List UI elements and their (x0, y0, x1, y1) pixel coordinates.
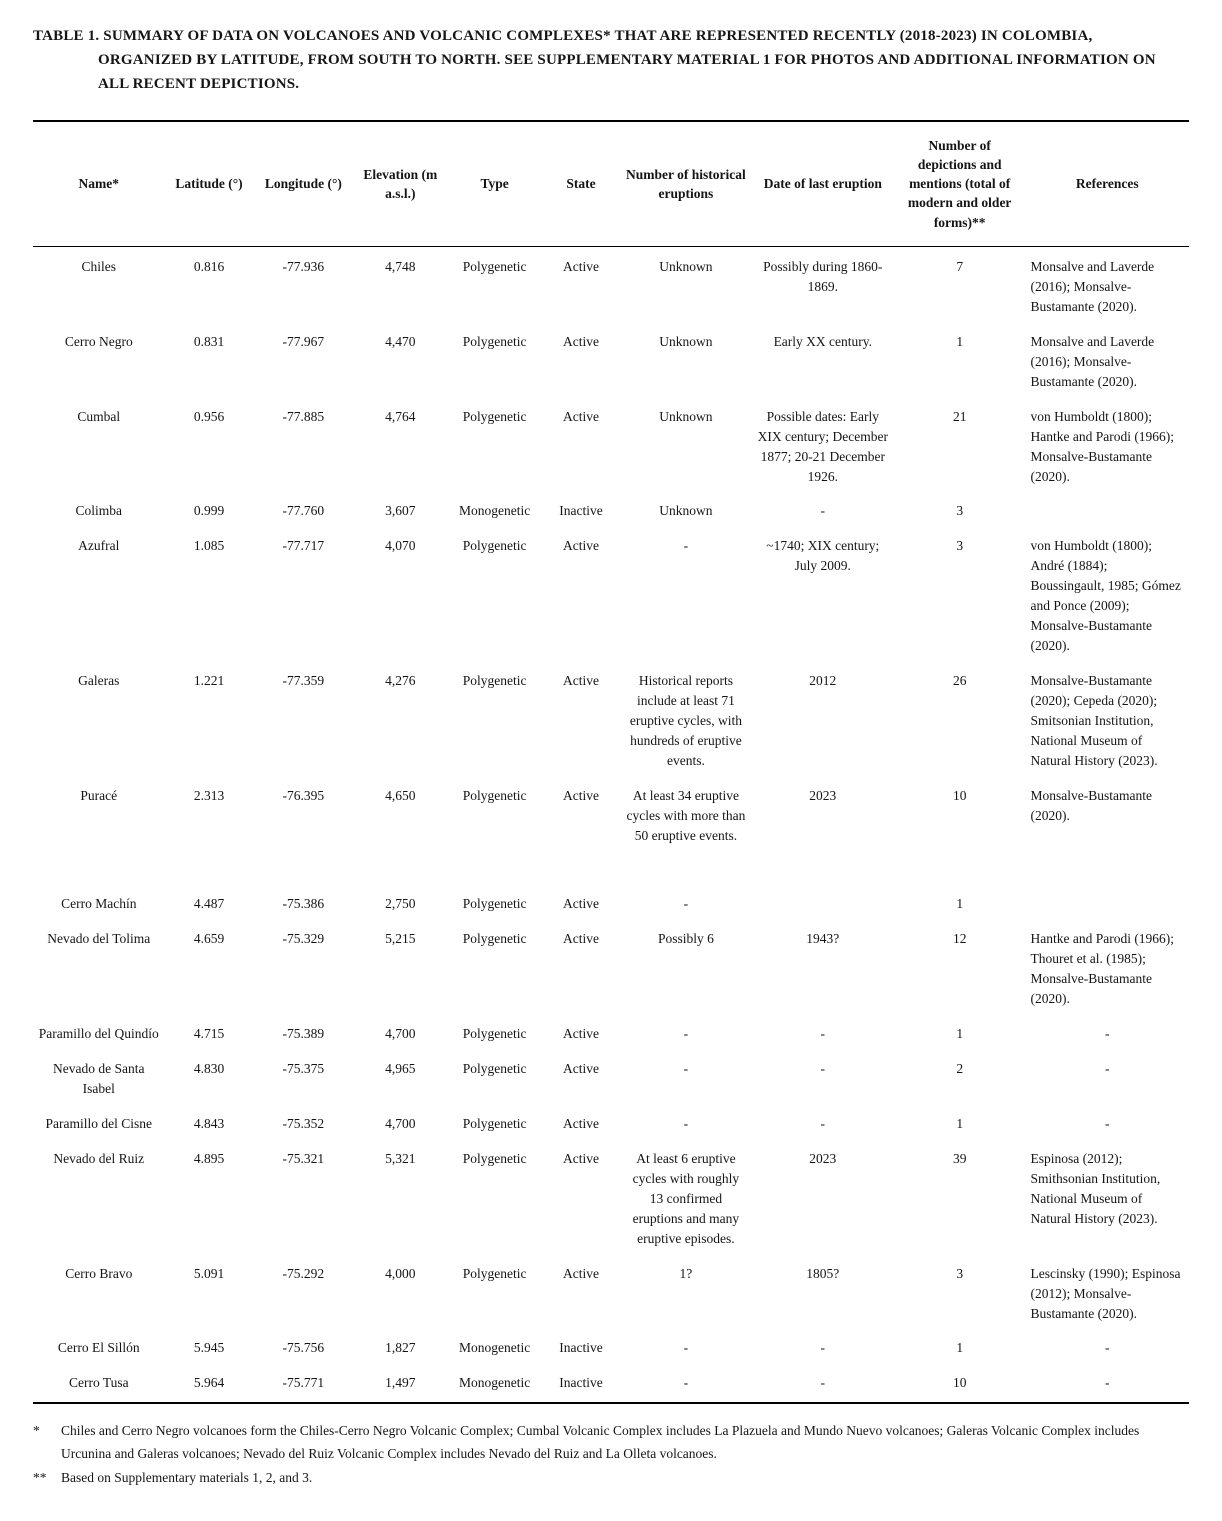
cell-elev: 1,827 (385, 1340, 416, 1356)
cell-lon: -77.717 (282, 538, 325, 554)
footnotes (33, 1420, 1189, 1489)
cell-state: Inactive (559, 503, 603, 519)
cell-references: - (1104, 1115, 1110, 1131)
cell-lon: -75.386 (282, 896, 325, 911)
cell-depictions: 1 (956, 1340, 964, 1356)
table-row (33, 326, 1189, 401)
cell-lon: -76.395 (282, 788, 325, 804)
cell-references: - (1104, 1340, 1110, 1356)
cell-lon: -75.352 (282, 1115, 325, 1131)
cell-type: Polygenetic (462, 1265, 527, 1281)
cell-elev: 4,070 (385, 538, 416, 554)
cell-name: Cerro Bravo (65, 1265, 133, 1281)
cell-state: Active (562, 896, 599, 911)
cell-elev: 4,650 (385, 788, 416, 804)
cell-state: Inactive (559, 1375, 603, 1391)
cell-lon: -77.359 (282, 673, 325, 689)
cell-last_eruption (752, 888, 894, 923)
column-header-references: References (1075, 176, 1139, 192)
cell-depictions: 12 (952, 930, 967, 946)
cell-elev: 5,321 (385, 1150, 416, 1166)
cell-references (1025, 888, 1189, 923)
cell-lat: 2.313 (193, 788, 225, 804)
cell-elev: 3,607 (385, 503, 416, 519)
cell-depictions: 10 (952, 1375, 967, 1391)
cell-type: Polygenetic (462, 333, 527, 349)
cell-depictions: 1 (956, 333, 964, 349)
cell-references: Monsalve and Laverde (2016); Monsalve-Bustamante (2020). (1030, 258, 1155, 314)
cell-lon: -75.329 (282, 930, 325, 946)
cell-elev: 2,750 (385, 896, 416, 911)
cell-type: Monogenetic (459, 503, 531, 519)
cell-references: Espinosa (2012); Smithsonian Institution, National Museum of Natural History (2023). (1030, 1150, 1161, 1226)
table-row (33, 923, 1189, 1018)
column-header-type: Type (480, 176, 509, 192)
table-header (33, 121, 1189, 246)
table-row (33, 888, 1189, 923)
cell-elev: 1,497 (385, 1375, 416, 1391)
cell-name: Colimba (75, 503, 123, 519)
cell-depictions: 3 (956, 538, 964, 554)
cell-state: Active (562, 930, 599, 946)
cell-depictions: 1 (956, 1025, 964, 1041)
cell-lon: -77.885 (282, 408, 325, 424)
cell-elev: 4,748 (385, 258, 416, 274)
cell-type: Polygenetic (462, 1025, 527, 1041)
volcano-table (33, 120, 1189, 1404)
cell-eruptions: Unknown (659, 408, 713, 424)
cell-eruptions: 1? (679, 1265, 693, 1281)
cell-state: Active (562, 1025, 599, 1041)
cell-elev: 4,000 (385, 1265, 416, 1281)
cell-type: Polygenetic (462, 408, 527, 424)
footnote-supplementary (33, 1467, 1189, 1489)
column-header-elev: Elevation (m a.s.l.) (363, 166, 438, 201)
cell-type: Monogenetic (459, 1375, 531, 1391)
cell-references (1025, 495, 1189, 530)
cell-lon: -75.771 (282, 1375, 325, 1391)
table-row (33, 530, 1189, 665)
cell-references: - (1104, 1025, 1110, 1041)
cell-lon: -75.375 (282, 1060, 325, 1076)
cell-name: Paramillo del Quindío (38, 1025, 159, 1041)
cell-last_eruption: 2023 (809, 1150, 837, 1166)
cell-state: Active (562, 1115, 599, 1131)
cell-depictions: 7 (956, 258, 964, 274)
cell-type: Polygenetic (462, 673, 527, 689)
cell-eruptions: - (683, 1115, 689, 1131)
cell-references: Hantke and Parodi (1966); Thouret et al. (1985); Monsalve-Bustamante (2020). (1030, 930, 1175, 1006)
cell-type: Polygenetic (462, 1115, 527, 1131)
cell-last_eruption: 2012 (809, 673, 837, 689)
cell-eruptions: - (683, 1340, 689, 1356)
cell-lat: 5.945 (193, 1340, 225, 1356)
cell-depictions: 3 (956, 503, 964, 519)
cell-type: Polygenetic (462, 538, 527, 554)
cell-eruptions: - (683, 1025, 689, 1041)
column-header-depictions: Number of depictions and mentions (total of modern and older forms)** (907, 138, 1012, 230)
cell-references: - (1104, 1060, 1110, 1076)
cell-last_eruption: - (820, 1025, 826, 1041)
cell-lon: -77.967 (282, 333, 325, 349)
cell-lat: 5.964 (193, 1375, 225, 1391)
cell-references: von Humboldt (1800); Hantke and Parodi (1966); Monsalve-Bustamante (2020). (1030, 408, 1175, 484)
cell-lat: 4.830 (193, 1060, 225, 1076)
cell-eruptions: - (683, 1375, 689, 1391)
table-row (33, 1053, 1189, 1108)
table-row (33, 1108, 1189, 1143)
cell-state: Active (562, 673, 599, 689)
cell-name: Chiles (81, 258, 117, 274)
table-row (33, 1143, 1189, 1258)
cell-lon: -75.292 (282, 1265, 325, 1281)
cell-lat: 4.843 (193, 1115, 225, 1131)
cell-name: Nevado de Santa Isabel (53, 1060, 145, 1096)
cell-lat: 0.956 (193, 408, 225, 424)
cell-references: Monsalve-Bustamante (2020); Cepeda (2020); Smitsonian Institution, National Museum of Natural History (2023). (1030, 673, 1158, 769)
cell-lat: 5.091 (193, 1265, 225, 1281)
cell-state: Active (562, 1265, 599, 1281)
cell-elev: 4,764 (385, 408, 416, 424)
cell-state: Active (562, 788, 599, 804)
cell-last_eruption: 2023 (809, 788, 837, 804)
cell-state: Active (562, 333, 599, 349)
cell-eruptions: Unknown (659, 333, 713, 349)
cell-eruptions: At least 6 eruptive cycles with roughly 13 confirmed eruptions and many eruptive episodes. (632, 1150, 740, 1246)
cell-depictions: 21 (952, 408, 967, 424)
footnote-text: Based on Supplementary materials 1, 2, and 3. (61, 1469, 313, 1485)
column-header-name: Name* (78, 176, 120, 192)
cell-name: Galeras (78, 673, 120, 689)
cell-last_eruption: Early XX century. (773, 333, 873, 349)
cell-name: Nevado del Ruiz (53, 1150, 145, 1166)
column-header-lon: Longitude (°) (264, 176, 342, 192)
cell-last_eruption: - (820, 1375, 826, 1391)
table-row (33, 780, 1189, 888)
table-header-row (33, 121, 1189, 246)
cell-lat: 4.895 (193, 1150, 225, 1166)
column-header-lat: Latitude (°) (175, 176, 243, 192)
table-row (33, 1367, 1189, 1403)
footnote-marker: ** (33, 1469, 47, 1485)
table-row (33, 246, 1189, 325)
cell-type: Polygenetic (462, 1060, 527, 1076)
cell-state: Active (562, 538, 599, 554)
cell-last_eruption: ~1740; XIX century; July 2009. (766, 538, 880, 574)
cell-lat: 0.816 (193, 258, 225, 274)
table-title: TABLE 1. SUMMARY OF DATA ON VOLCANOES AND VOLCANIC COMPLEXES* THAT ARE REPRESENTED RECENTLY (2018-2023) IN COLOMBIA, ORGANIZED BY LATITUDE, FROM SOUTH TO NORTH. SEE SUPPLEMENTARY MATERIAL 1 FOR PHOTOS AND ADDITIONAL INFORMATION ON ALL RECENT DEPICTIONS. (33, 28, 1156, 92)
footnote-text: Chiles and Cerro Negro volcanoes form the Chiles-Cerro Negro Volcanic Complex; Cumbal Volcanic Complex includes La Plazuela and Mundo Nuevo volcanoes; Galeras Volcanic Complex includes Urcunina and Galeras volcanoes; Nevado del Ruiz Volcanic Complex includes Nevado del Ruiz and La Olleta volcanoes. (61, 1423, 1140, 1461)
cell-eruptions: Unknown (659, 503, 713, 519)
cell-references: von Humboldt (1800); André (1884); Boussingault, 1985; Gómez and Ponce (2009); Monsalve-Bustamante (2020). (1030, 538, 1181, 654)
table-row (33, 1332, 1189, 1367)
cell-elev: 4,700 (385, 1025, 416, 1041)
cell-lon: -77.760 (282, 503, 325, 519)
cell-last_eruption: - (820, 503, 826, 519)
cell-depictions: 3 (956, 1265, 964, 1281)
cell-type: Polygenetic (462, 1150, 527, 1166)
cell-lat: 4.715 (193, 1025, 225, 1041)
cell-state: Active (562, 408, 599, 424)
column-header-last_eruption: Date of last eruption (763, 176, 882, 192)
cell-eruptions: Unknown (659, 258, 713, 274)
table-row (33, 401, 1189, 496)
cell-type: Polygenetic (462, 896, 527, 911)
cell-lat: 0.831 (193, 333, 225, 349)
cell-type: Polygenetic (462, 258, 527, 274)
table-row (33, 1018, 1189, 1053)
cell-depictions: 26 (952, 673, 967, 689)
cell-last_eruption: - (820, 1115, 826, 1131)
cell-eruptions: Historical reports include at least 71 eruptive cycles, with hundreds of eruptive events. (629, 673, 742, 769)
footnote-complexes (33, 1420, 1189, 1465)
table-row (33, 495, 1189, 530)
cell-eruptions: Possibly 6 (657, 930, 714, 946)
cell-elev: 4,276 (385, 673, 416, 689)
cell-elev: 4,470 (385, 333, 416, 349)
cell-lat: 4.487 (193, 896, 225, 911)
cell-eruptions: At least 34 eruptive cycles with more than 50 eruptive events. (626, 788, 746, 844)
cell-elev: 4,700 (385, 1115, 416, 1131)
cell-name: Cerro Tusa (68, 1375, 129, 1391)
cell-references: Lescinsky (1990); Espinosa (2012); Monsalve-Bustamante (2020). (1030, 1265, 1181, 1321)
cell-depictions: 1 (956, 896, 964, 911)
cell-eruptions: - (683, 1060, 689, 1076)
cell-lon: -75.321 (282, 1150, 325, 1166)
cell-state: Inactive (559, 1340, 603, 1356)
cell-lat: 0.999 (193, 503, 225, 519)
cell-name: Cerro El Sillón (57, 1340, 140, 1356)
cell-eruptions: - (683, 896, 689, 911)
table-row (33, 1258, 1189, 1333)
cell-depictions: 39 (952, 1150, 967, 1166)
cell-elev: 5,215 (385, 930, 416, 946)
cell-depictions: 1 (956, 1115, 964, 1131)
cell-last_eruption: - (820, 1060, 826, 1076)
cell-lon: -75.389 (282, 1025, 325, 1041)
cell-lon: -77.936 (282, 258, 325, 274)
cell-type: Polygenetic (462, 930, 527, 946)
cell-name: Cerro Negro (64, 333, 133, 349)
cell-references: Monsalve-Bustamante (2020). (1030, 788, 1152, 824)
cell-state: Active (562, 1150, 599, 1166)
column-header-eruptions: Number of historical eruptions (626, 166, 746, 201)
cell-state: Active (562, 258, 599, 274)
cell-references: - (1104, 1375, 1110, 1391)
cell-state: Active (562, 1060, 599, 1076)
footnote-marker: * (33, 1423, 40, 1439)
cell-last_eruption: Possibly during 1860-1869. (763, 258, 883, 294)
column-header-state: State (566, 176, 596, 192)
cell-name: Puracé (80, 788, 118, 804)
table-body (33, 246, 1189, 1403)
cell-eruptions: - (683, 538, 689, 554)
cell-name: Cumbal (77, 408, 121, 424)
cell-name: Paramillo del Cisne (45, 1115, 153, 1131)
cell-name: Nevado del Tolima (47, 930, 151, 946)
cell-elev: 4,965 (385, 1060, 416, 1076)
cell-references: Monsalve and Laverde (2016); Monsalve-Bustamante (2020). (1030, 333, 1155, 389)
cell-last_eruption: 1805? (806, 1265, 840, 1281)
cell-last_eruption: Possible dates: Early XIX century; December 1877; 20-21 December 1926. (757, 408, 889, 484)
cell-depictions: 10 (952, 788, 967, 804)
cell-lat: 1.085 (193, 538, 225, 554)
cell-lon: -75.756 (282, 1340, 325, 1356)
cell-type: Polygenetic (462, 788, 527, 804)
table-row (33, 665, 1189, 780)
cell-last_eruption: 1943? (806, 930, 840, 946)
cell-last_eruption: - (820, 1340, 826, 1356)
cell-lat: 4.659 (193, 930, 225, 946)
cell-name: Cerro Machín (61, 896, 137, 911)
cell-type: Monogenetic (459, 1340, 531, 1356)
cell-name: Azufral (78, 538, 120, 554)
cell-depictions: 2 (956, 1060, 964, 1076)
cell-lat: 1.221 (193, 673, 225, 689)
